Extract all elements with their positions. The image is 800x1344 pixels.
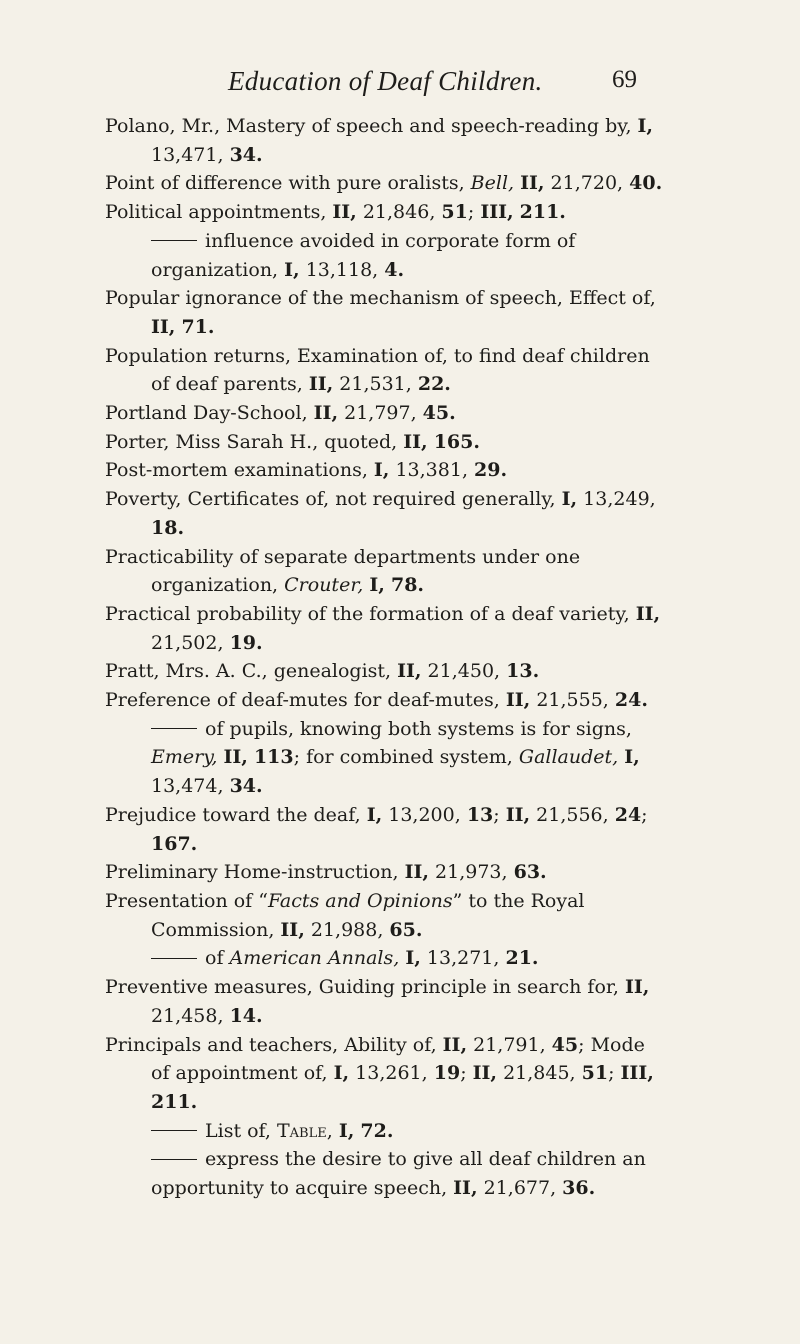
index-entry: Practicability of separate departments under one organization, Crouter, I, 78. — [105, 545, 581, 597]
repeat-dash — [151, 958, 197, 959]
index-entry: Pratt, Mrs. A. C., genealogist, II, 21,450, 13. — [105, 660, 540, 683]
index-entry: Practical probability of the formation of a deaf variety, II, 21,502, 19. — [105, 602, 661, 654]
running-head — [0, 66, 800, 100]
index-entry: Poverty, Certificates of, not required generally, I, 13,249, 18. — [105, 488, 656, 539]
index-entry: Principals and teachers, Ability of, II, 21,791, 45; Mode of appointment of, I, 13,261, 19; II, 21,845, 51; III, 211. — [105, 1033, 654, 1113]
page-number: 69 — [612, 66, 637, 93]
index-subentry: List of, Table, I, 72. — [105, 1117, 667, 1146]
index-subentry: influence avoided in corporate form of organization, I, 13,118, 4. — [151, 229, 576, 281]
index-subentry: of pupils, knowing both systems is for signs, Emery, II, 113; for combined system, Gallaudet, I, 13,474, 34. — [151, 717, 640, 798]
index-entry: Polano, Mr., Mastery of speech and speech-reading by, I, 13,471, 34. — [105, 115, 654, 166]
index-entry: Portland Day-School, II, 21,797, 45. — [105, 402, 456, 425]
index-entry: Population returns, Examination of, to find deaf children of deaf parents, II, 21,531, 22. — [105, 344, 650, 396]
index-entry: Preference of deaf-mutes for deaf-mutes, II, 21,555, 24. — [105, 689, 648, 712]
repeat-dash — [151, 240, 197, 241]
index-list — [105, 112, 667, 1203]
repeat-dash — [151, 1159, 197, 1160]
index-entry: Prejudice toward the deaf, I, 13,200, 13; II, 21,556, 24; 167. — [105, 803, 648, 855]
index-entry: Presentation of “Facts and Opinions” to the Royal Commission, II, 21,988, 65. — [105, 889, 585, 941]
repeat-dash — [151, 728, 197, 729]
repeat-dash — [151, 1130, 197, 1131]
index-entry: Post-mortem examinations, I, 13,381, 29. — [105, 459, 508, 482]
index-entry: Popular ignorance of the mechanism of speech, Effect of, II, 71. — [105, 287, 656, 338]
index-entry: Porter, Miss Sarah H., quoted, II, 165. — [105, 430, 480, 453]
index-entry: Preliminary Home-instruction, II, 21,973, 63. — [105, 861, 547, 884]
running-title: Education of Deaf Children. — [228, 66, 543, 96]
index-subentry: express the desire to give all deaf children an opportunity to acquire speech, II, 21,677, 36. — [151, 1148, 646, 1200]
index-subentry: of American Annals, I, 13,271, 21. — [105, 944, 667, 973]
index-entry: Political appointments, II, 21,846, 51; III, 211. — [105, 201, 566, 224]
index-entry: Preventive measures, Guiding principle in search for, II, 21,458, 14. — [105, 976, 650, 1027]
index-entry: Point of difference with pure oralists, Bell, II, 21,720, 40. — [105, 172, 663, 195]
